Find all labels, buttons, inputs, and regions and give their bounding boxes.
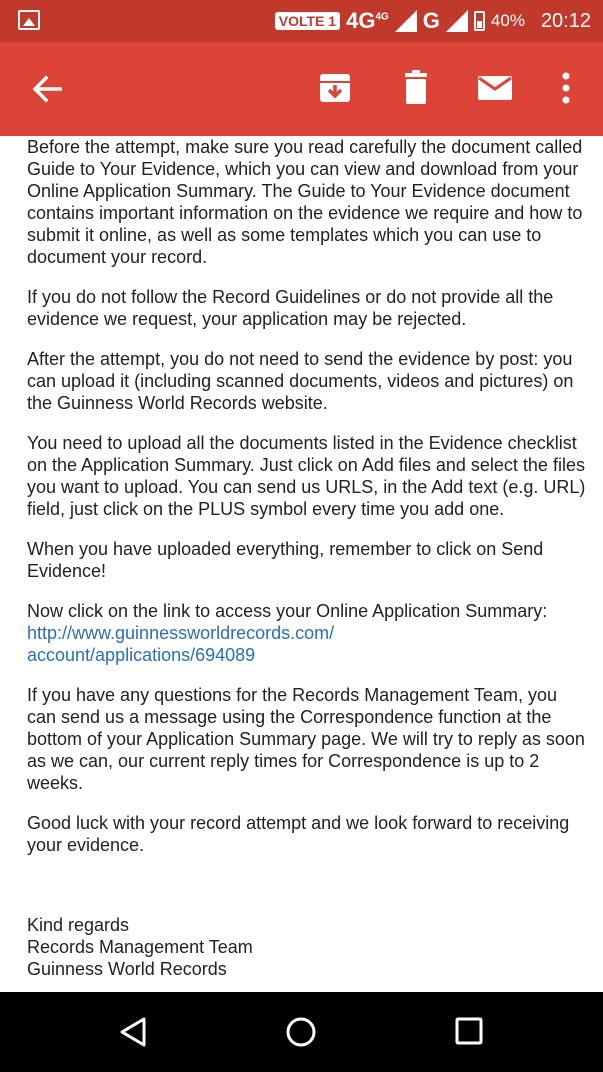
back-triangle-icon[interactable]	[118, 1016, 150, 1048]
email-paragraph: After the attempt, you do not need to send the evidence by post: you can upload it (including scanned documents, videos and pictures) on the Guinness World Records website.	[27, 349, 574, 413]
image-icon	[18, 10, 40, 30]
network-type-small: 4G	[375, 11, 389, 23]
archive-icon[interactable]	[317, 70, 353, 106]
network-type: $4G^{4G}$	[346, 8, 389, 33]
spacer	[27, 874, 587, 914]
home-circle-icon[interactable]	[285, 1016, 317, 1048]
signal-icon-secondary	[446, 10, 468, 32]
mark-unread-icon[interactable]	[477, 70, 513, 106]
email-paragraph: When you have uploaded everything, remember to click on Send Evidence!	[27, 539, 544, 581]
delete-icon[interactable]	[398, 70, 434, 106]
signoff-line: Guinness World Records	[27, 959, 227, 979]
email-paragraph: If you have any questions for the Records Management Team, you can send us a message using the Correspondence function at the bottom of your Application Summary page. We will try to reply as soon as we can, our current reply times for Correspondence is up to 2 weeks.	[27, 685, 585, 793]
signoff-line: Records Management Team	[27, 937, 253, 957]
app-bar	[0, 42, 603, 136]
status-indicators	[275, 6, 591, 36]
back-arrow-icon[interactable]	[30, 72, 64, 106]
volte-badge: VOLTE 1	[275, 12, 340, 30]
application-summary-link-line2[interactable]: account/applications/694089	[27, 645, 256, 665]
email-body	[27, 136, 587, 992]
application-summary-link-line1[interactable]: http://www.guinnessworldrecords.com/	[27, 623, 335, 643]
email-signoff	[27, 914, 587, 980]
email-paragraph: Good luck with your record attempt and we look forward to receiving your evidence.	[27, 813, 570, 855]
email-paragraph	[27, 600, 587, 666]
status-bar	[0, 0, 603, 42]
email-paragraph: Before the attempt, make sure you read carefully the document called Guide to Your Evidence, which you can view and download from your Online Application Summary. The Guide to Your Evidence document contains important information on the evidence we require and how to submit it online, as well as some templates which you can use to document your record.	[27, 137, 583, 267]
clock: 20:12	[540, 9, 591, 32]
more-icon[interactable]	[548, 70, 584, 106]
email-paragraph-text: Now click on the link to access your Online Application Summary:	[27, 601, 548, 621]
navigation-bar	[0, 992, 603, 1072]
recents-square-icon[interactable]	[454, 1016, 484, 1046]
email-paragraph: If you do not follow the Record Guidelines or do not provide all the evidence we request, your application may be rejected.	[27, 287, 554, 329]
battery-icon	[474, 11, 485, 31]
network-type-secondary: G	[422, 8, 440, 33]
signoff-line: Kind regards	[27, 915, 130, 935]
email-paragraph: You need to upload all the documents listed in the Evidence checklist on the Application Summary. Just click on Add files and select the files you want to upload. You can send us URLS, in the Add text (e.g. URL) field, just click on the PLUS symbol every time you add one.	[27, 433, 586, 519]
signal-icon	[395, 10, 417, 32]
battery-percent: 40%	[490, 11, 525, 30]
